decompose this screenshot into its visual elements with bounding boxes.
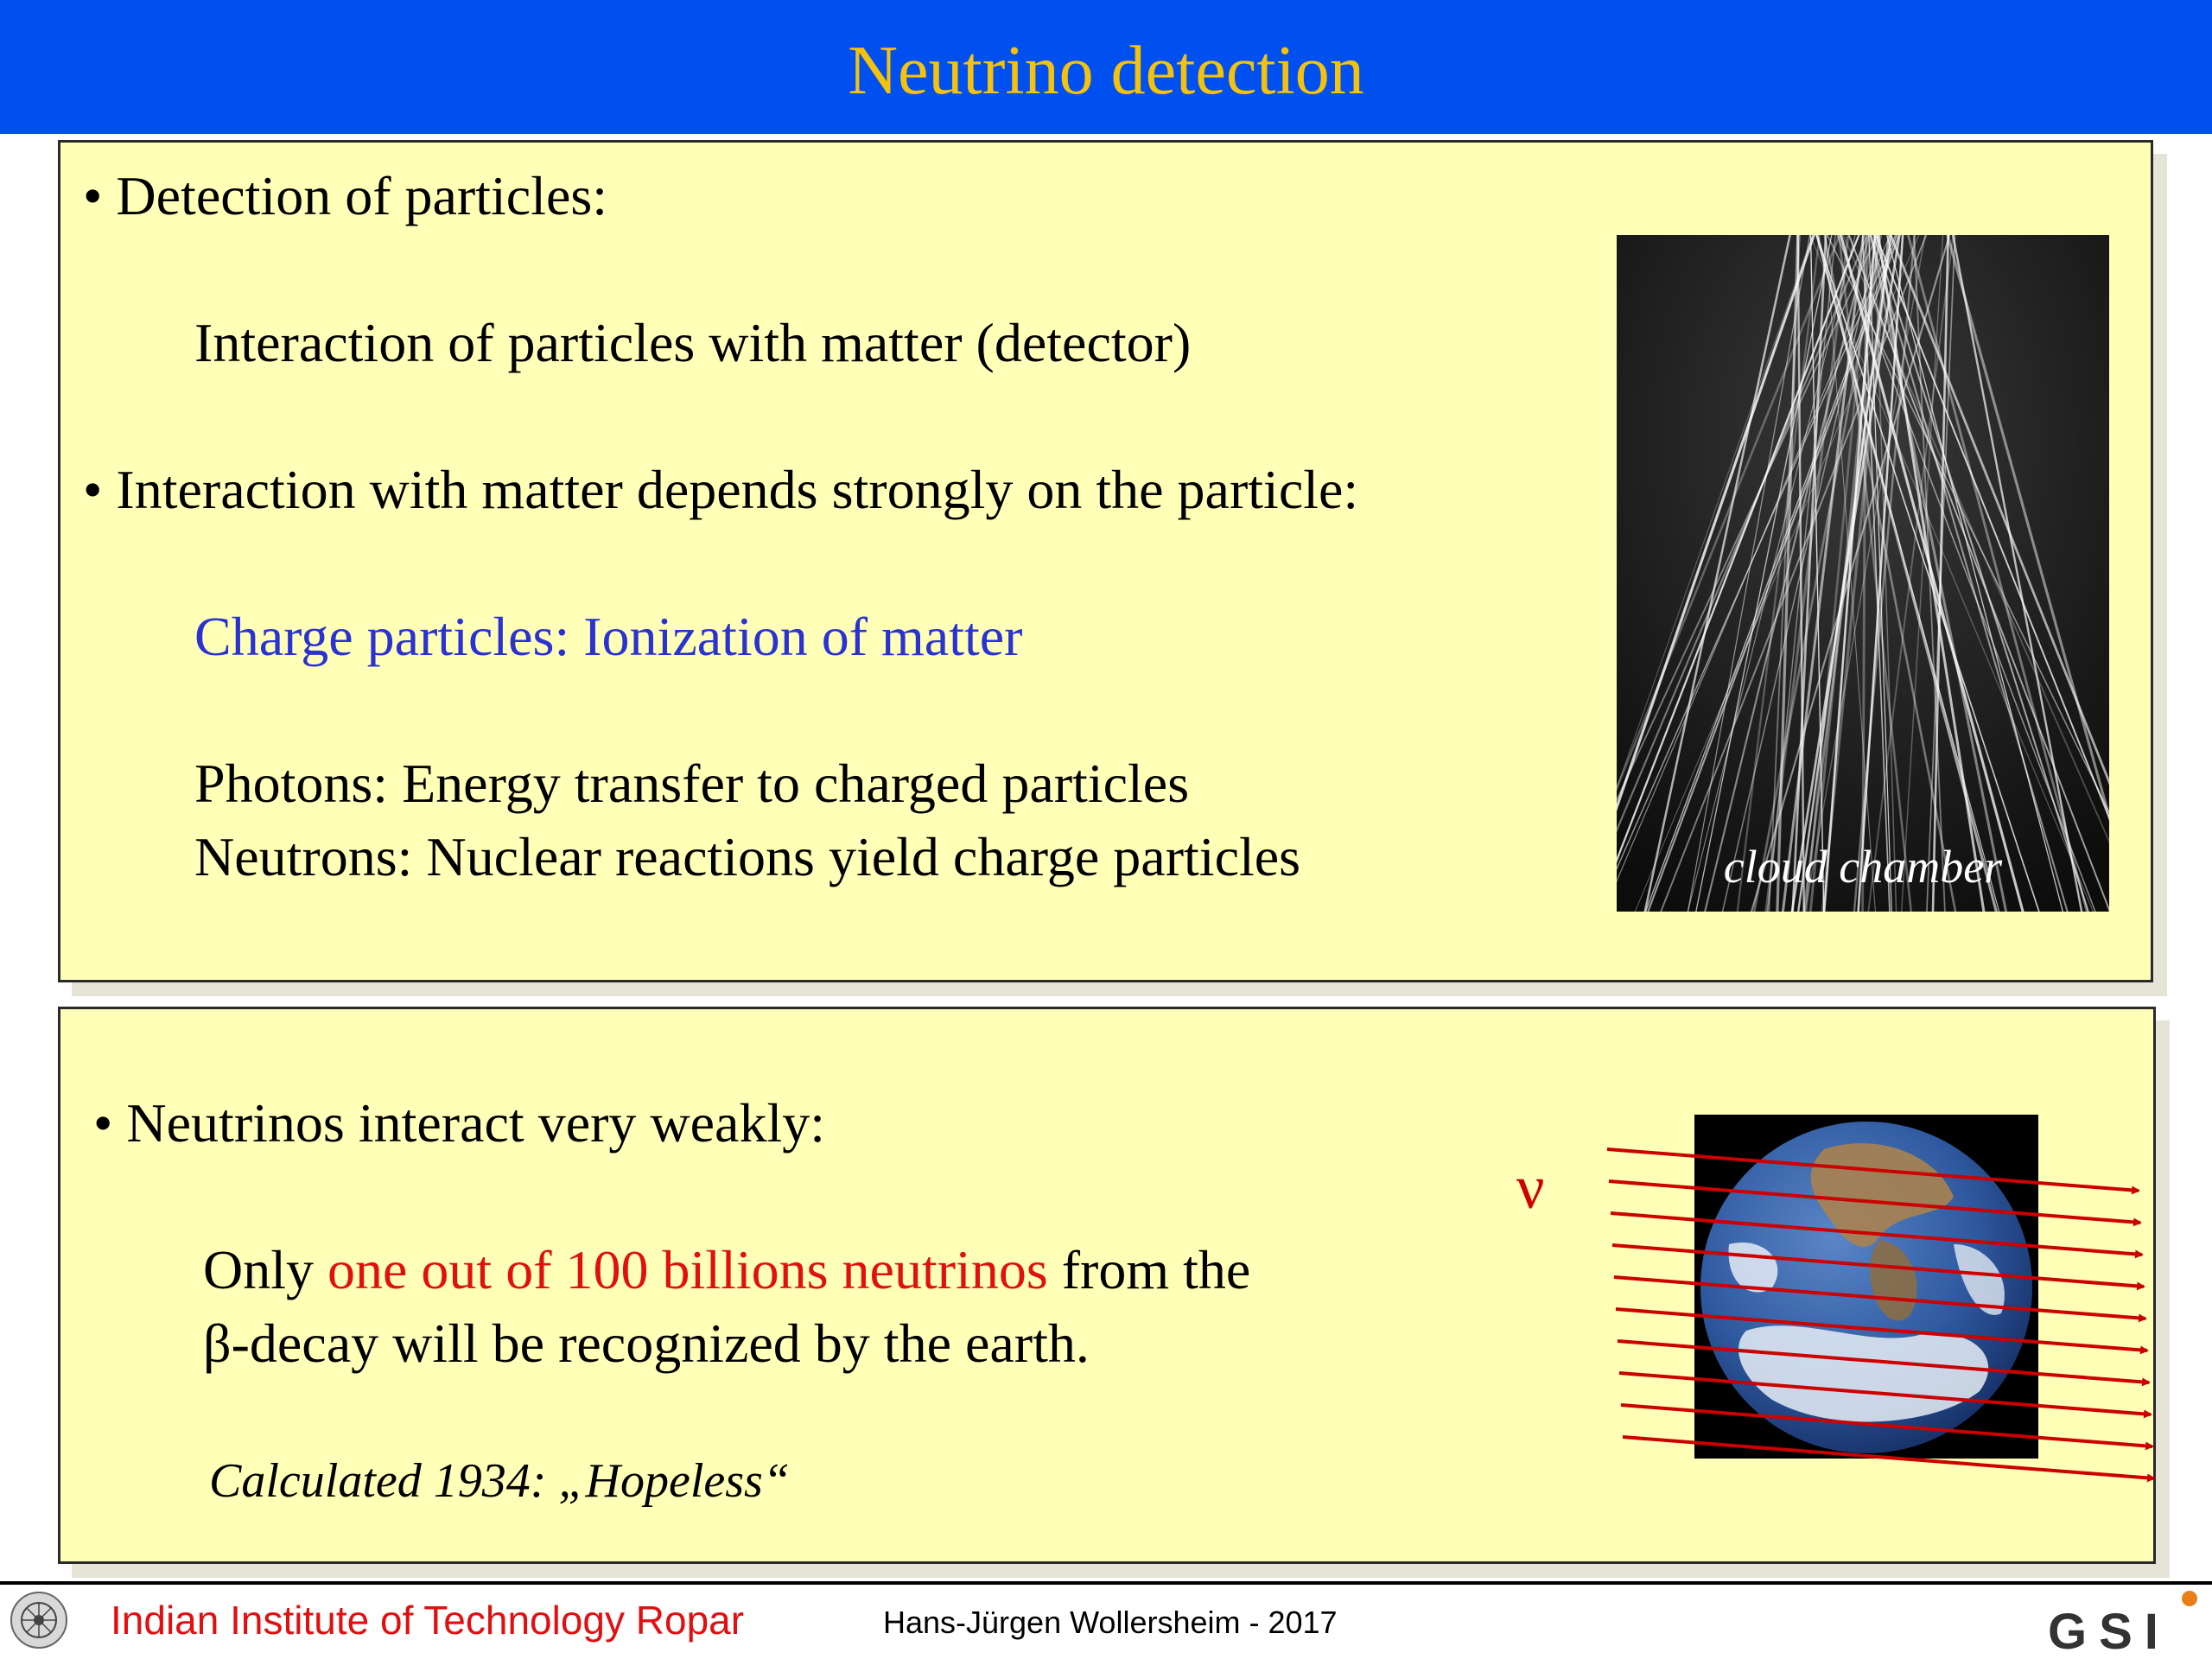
neutrino-panel	[58, 1007, 2156, 1564]
neutrino-arrow	[1616, 1309, 2147, 1351]
detection-panel	[58, 140, 2153, 982]
bullet-neutrinos: • Neutrinos interact very weakly:	[93, 1092, 825, 1154]
only-text: Only	[203, 1239, 327, 1300]
neutrino-arrow	[1607, 1149, 2139, 1191]
institute-name: Indian Institute of Technology Ropar	[111, 1598, 745, 1643]
hundred-billion-text	[203, 1239, 1251, 1300]
from-the-text: from the	[1047, 1239, 1251, 1300]
bullet-detection: • Detection of particles:	[83, 165, 608, 226]
iit-ropar-logo	[9, 1590, 69, 1650]
beta-decay-text: β-decay will be recognized by the earth.	[203, 1313, 1090, 1374]
gsi-logo	[2046, 1588, 2202, 1653]
neutrino-arrow	[1623, 1437, 2154, 1478]
gsi-logo-text: GSI	[2048, 1604, 2171, 1653]
interaction-matter-text: Interaction of particles with matter (detector)	[194, 312, 1192, 373]
photons-text: Photons: Energy transfer to charged particles	[194, 753, 1190, 814]
neutrino-arrows	[1599, 1139, 2169, 1484]
header-bar	[0, 0, 2212, 134]
neutrons-text: Neutrons: Nuclear reactions yield charge particles	[194, 826, 1301, 887]
neutrino-arrow	[1612, 1245, 2144, 1287]
neutrino-arrow	[1611, 1213, 2142, 1255]
neutrino-arrow	[1614, 1277, 2145, 1319]
neutrino-arrow	[1621, 1405, 2152, 1446]
author-credit: Hans-Jürgen Wollersheim - 2017	[883, 1605, 1338, 1640]
cloud-chamber-caption: cloud chamber	[1723, 841, 2003, 893]
charged-particles-text: Charge particles: Ionization of matter	[194, 606, 1023, 667]
neutrino-symbol: ν	[1516, 1153, 1545, 1222]
neutrino-arrow	[1619, 1373, 2151, 1414]
one-out-of-billions-highlight: one out of 100 billions neutrinos	[327, 1239, 1048, 1300]
bullet-interaction: • Interaction with matter depends strongly on the particle:	[83, 459, 1359, 520]
neutrino-arrow	[1618, 1341, 2149, 1382]
footer-divider	[0, 1581, 2212, 1585]
neutrino-arrow	[1609, 1181, 2140, 1223]
cloud-chamber-image	[1617, 235, 2109, 912]
calculated-hopeless-text: Calculated 1934: „Hopeless“	[209, 1454, 790, 1508]
cloud-chamber-tracks	[1617, 235, 2109, 912]
slide-title: Neutrino detection	[848, 32, 1364, 109]
